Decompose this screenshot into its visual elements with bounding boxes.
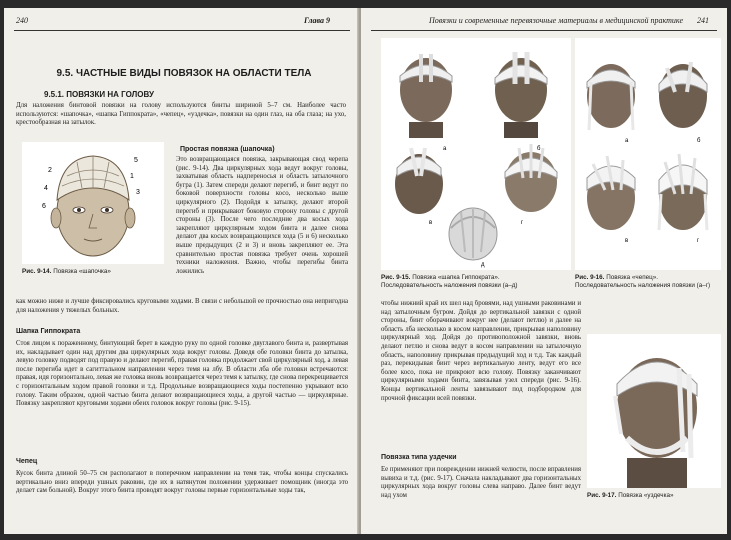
fig15-letter: б	[537, 146, 541, 152]
left-page-number: 240	[16, 16, 28, 25]
figure-9-14	[22, 142, 164, 264]
fig15-letter: в	[429, 220, 433, 226]
continuation-paragraph: как можно ниже и лучше фиксировались круговыми ходами. В связи с небольшой ее прочностью она непригодна для наложения у тяжелых больных.	[16, 298, 348, 314]
chepets-heading: Чепец	[16, 458, 38, 465]
fig16-caption-label: Рис. 9-16.	[575, 274, 605, 281]
fig15-letter: д	[481, 262, 485, 268]
chepets-photo-series	[575, 38, 721, 270]
fig15-caption-text: Повязка «шапка Гиппократа». Последовательность наложения повязки (а–д)	[381, 274, 518, 289]
bridle-bandage-photo	[587, 334, 721, 488]
fig14-number-label: 2	[48, 167, 52, 174]
bridle-heading: Повязка типа уздечки	[381, 454, 457, 461]
subsection-title: 9.5.1. ПОВЯЗКИ НА ГОЛОВУ	[44, 90, 154, 99]
section-title: 9.5. ЧАСТНЫЕ ВИДЫ ПОВЯЗОК НА ОБЛАСТИ ТЕЛА	[56, 68, 312, 79]
fig16-letter: г	[697, 238, 700, 244]
right-page-number: 241	[697, 16, 709, 25]
fig15-letter: а	[443, 146, 447, 152]
fig14-number-label: 4	[44, 185, 48, 192]
fig15-caption-label: Рис. 9-15.	[381, 274, 411, 281]
fig16-caption-text: Повязка «чепец». Последовательность наложения повязки (а–г)	[575, 274, 711, 289]
fig14-number-label: 6	[42, 203, 46, 210]
fig16-letter: а	[625, 138, 629, 144]
left-header-rule	[14, 30, 350, 31]
fig14-number-label: 5	[134, 157, 138, 164]
bandaged-head-illustration	[22, 142, 164, 264]
chepets-text: Кусок бинта длиной 50–75 см располагают в поперечном направлении на темя так, чтобы концы спускались вертикально вниз впереди ушных раковин, где их в натянутом положении удерживает помощник (иногда это делает сам больной). Вокруг этого бинта проводят вокруг головы первые горизонтальные ходы так,	[16, 470, 348, 495]
fig15-caption	[381, 274, 561, 290]
figure-9-17	[587, 334, 721, 488]
left-page	[4, 8, 359, 534]
fig16-letter: в	[625, 238, 629, 244]
fig14-caption-text: Повязка «шапочка»	[53, 268, 111, 275]
chepets-continued-text: чтобы нижний край их шел над бровями, над ушными раковинами и над затылочным бугром. Дойдя до вертикальной завязки с одной стороны, бинт оборачивают вокруг нее (делают петлю) и далее на область лба несколько в косом направлении, прикрывая наполовину циркулярный ход. Дойдя до противоположной завязки, вновь делают петлю и снова ведут в косом направлении на затылочную область, наполовину прикрывая предыдущий ход и т.д. Так каждый раз, перекидывая бинт через вертикальную ленту, ведут его все более косо, пока не прикроют всю голову. Повязку заканчивают циркулярными ходами бинта, завязывая узел спереди (рис. 9-16). Концы вертикальной ленты завязывают под подбородком для прочной фиксации всей повязки.	[381, 300, 581, 402]
intro-paragraph: Для наложения бинтовой повязки на голову используются бинты шириной 5–7 см. Наиболее часто используются: «шапочка», «шапка Гиппократа», «чепец», «уздечка», повязки на один глаз, на оба глаза; на ухо, крестообразная на затылок.	[16, 102, 346, 127]
figure-9-15	[381, 38, 571, 270]
fig14-number-label: 1	[130, 173, 134, 180]
bridle-text: Ее применяют при повреждении нижней челюсти, после вправления вывиха и т.д. (рис. 9-17). Сначала накладывают два горизонтальных циркулярных хода вокруг головы слева направо. Далее бинт ведут над ухом	[381, 466, 581, 499]
fig14-caption-label: Рис. 9-14.	[22, 268, 52, 275]
fig15-letter: г	[521, 220, 524, 226]
right-running-title: Повязки и современные перевязочные материалы в медицинской практике	[429, 16, 683, 25]
left-chapter-title: Глава 9	[304, 16, 331, 25]
hippocrates-text: Стоя лицом к пораженному, бинтующий берет в каждую руку по одной головке двуглавого бинта и, развертывая их, накладывает один над другим два циркулярных хода вокруг головы. Доведя обе головки бинта до затылка, левую головку подводят под правую и делают перегиб, правая головка продолжает свой циркулярный ход, а левая после перегиба идет в сагиттальном направлении через темя на лбу. В области лба обе головки встречаются: правая, идя горизонтально, левая же головка вновь возвращается через темя к затылку, где снова перекрещивается с горизонтальным ходом правой головки и т.д. Продольные возвращающиеся ходы постепенно укрывают всю голову. Таким образом, одной частью бинта делают возвращающиеся ходы, а другой частью — циркулярные. Повязку закрепляют круговыми ходами обеих головок вокруг головы (рис. 9-15).	[16, 340, 348, 408]
figure-9-16	[575, 38, 721, 270]
fig17-caption	[587, 492, 721, 500]
fig16-letter: б	[697, 138, 701, 144]
fig17-caption-label: Рис. 9-17.	[587, 492, 617, 499]
simple-bandage-text: Это возвращающаяся повязка, закрывающая свод черепа (рис. 9-14). Два циркулярных хода ведут вокруг головы, захватывая область надпереносья и область затылочного бугра (1). Затем спереди делают перегиб, и бинт ведут по боковой поверхности головы косо, несколько выше циркулярного (2). Подойдя к затылку, делают второй перегиб и прикрывают боковую сторону головы с другой стороны (3). После чего последние два косых хода закрепляют циркулярным ходом бинта и далее снова делают два косых возвращающихся хода (5 и 6) несколько выше предыдущих (2 и 3) и вновь закрепляют ее. Эта сравнительно простая повязка требует очень хорошей техники наложения. Важно, чтобы перегибы бинта ложились	[176, 156, 348, 275]
fig14-caption	[22, 268, 172, 276]
fig14-number-label: 3	[136, 189, 140, 196]
right-page	[361, 8, 727, 534]
simple-bandage-heading: Простая повязка (шапочка)	[180, 146, 275, 153]
fig16-caption	[575, 274, 721, 290]
right-header-rule	[371, 30, 717, 31]
hippocrates-heading: Шапка Гиппократа	[16, 328, 81, 335]
fig17-caption-text: Повязка «уздечка»	[618, 492, 674, 499]
photo-d	[449, 208, 497, 260]
hippocrates-cap-photo-series	[381, 38, 571, 270]
